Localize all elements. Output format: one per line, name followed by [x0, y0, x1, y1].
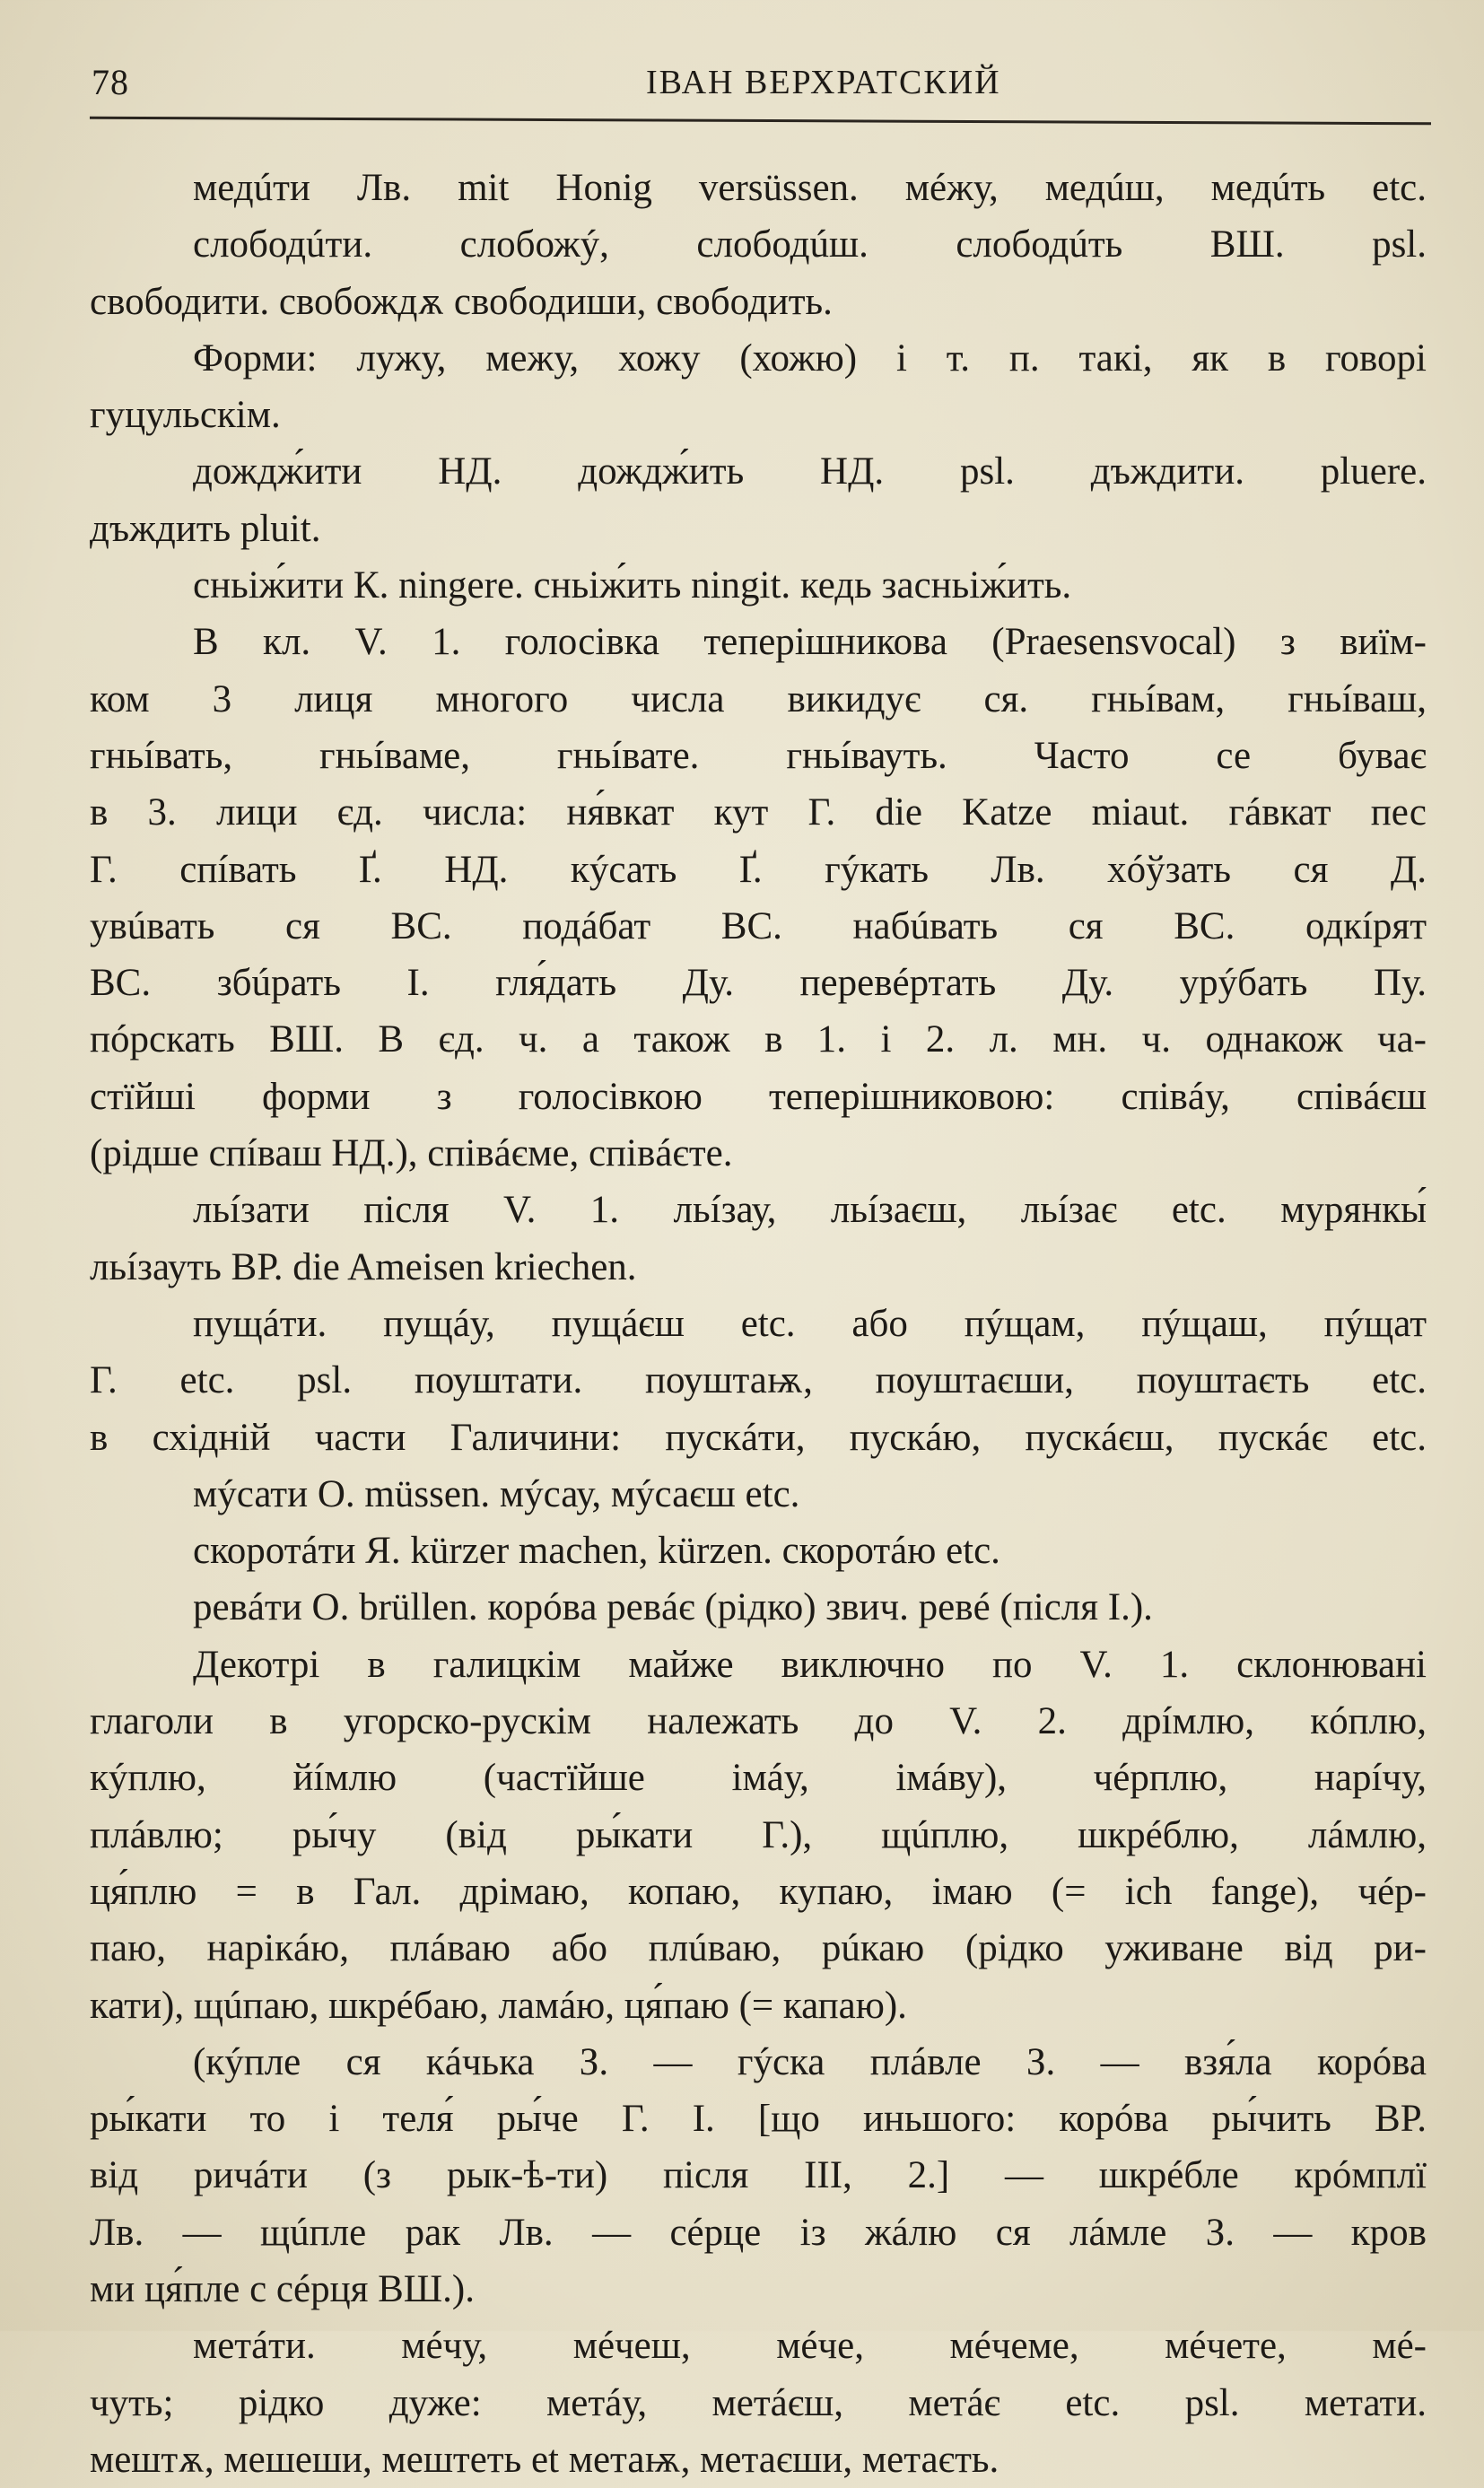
- text-line: чуть; рідко дуже: метáу, метáєш, метáє etc. psl. метати.: [90, 2381, 1427, 2424]
- header-rule: [90, 117, 1431, 126]
- text-line: ревáти О. brüllen. корóва ревáє (рідко) звич. ревé (після І.).: [193, 1586, 1153, 1629]
- text-line: слободúти. слобожý, слободúш. слободúть ВШ. psl.: [193, 223, 1427, 266]
- text-line: гуцульскім.: [90, 394, 281, 437]
- text-line: льíзати після V. 1. льíзау, льíзаєш, льíзає etc. мурянкы́: [193, 1189, 1427, 1232]
- text-line: Форми: лужу, межу, хожу (хожю) і т. п. такі, як в говорі: [193, 336, 1427, 380]
- text-line: кати), щúпаю, шкрéбаю, ламáю, ця́паю (= капаю).: [90, 1984, 907, 2027]
- text-line: дъждить pluit.: [90, 507, 321, 550]
- text-line: ця́плю = в Гал. дрімаю, копаю, купаю, імаю (= ich fange), чéр-: [90, 1870, 1427, 1913]
- text-line: ком 3 лиця многого числа викидує ся. гньíвам, гньíваш,: [90, 677, 1427, 720]
- text-line: ВС. збúрать І. гля́дать Ду. перевéртать Ду. урýбать Пу.: [90, 962, 1427, 1005]
- text-line: пóрскать ВШ. В єд. ч. а також в 1. і 2. л. мн. ч. однакож ча-: [90, 1018, 1427, 1061]
- text-line: (рідше спíваш НД.), співáєме, співáєте.: [90, 1132, 733, 1175]
- text-line: В кл. V. 1. голосівка теперішникова (Praesensvocal) з виїм-: [193, 621, 1427, 664]
- running-title: ІВАН ВЕРХРАТСКИЙ: [646, 64, 1001, 101]
- text-line: в 3. лици єд. числа: ня́вкат кут Г. die Katze miaut. гáвкат пес: [90, 791, 1427, 834]
- text-line: гньíвать, гньíваме, гньíвате. гньíвауть. Часто се буває: [90, 734, 1427, 777]
- text-line: Лв. — щúпле рак Лв. — сéрце із жáлю ся лáмле З. — кров: [90, 2211, 1427, 2254]
- text-line: глаголи в угорско-рускім належать до V. 2. дрíмлю, кóплю,: [90, 1700, 1427, 1743]
- text-line: стїйші форми з голосівкою теперішниковою: співáу, співáєш: [90, 1075, 1427, 1118]
- text-line: (кýпле ся кáчька З. — гýска плáвле З. — взя́ла корóва: [193, 2040, 1427, 2083]
- text-line: метáти. мéчу, мéчеш, мéче, мéчеме, мéчете, мé-: [193, 2325, 1427, 2368]
- text-line: пущáти. пущáу, пущáєш etc. або пýщам, пýщаш, пýщат: [193, 1302, 1427, 1345]
- text-line: Г. спíвать Ґ. НД. кýсать Ґ. гýкать Лв. хóўзать ся Д.: [90, 848, 1427, 891]
- text-line: від ричáти (з рык-ѣ-ти) після ІІІ, 2.] — шкрéбле крóмплї: [90, 2154, 1427, 2197]
- text-line: свободити. свобождѫ свободиши, свободить.: [90, 280, 833, 323]
- page-number: 78: [92, 62, 129, 102]
- text-line: дождж́ити НД. дождж́ить НД. psl. дъждити. pluere.: [193, 450, 1427, 493]
- page-header: [90, 61, 1436, 115]
- text-line: Г. etc. psl. поуштати. поуштаѭ, поуштаєши, поуштаєть etc.: [90, 1359, 1427, 1402]
- text-line: плáвлю; ры́чу (від ры́кати Г.), щúплю, шкрéблю, лáмлю,: [90, 1813, 1427, 1856]
- text-line: увúвать ся ВС. подáбат ВС. набúвать ся ВС. одкíрят: [90, 904, 1427, 947]
- text-line: ми ця́пле с сéрця ВШ.).: [90, 2267, 475, 2310]
- text-line: ры́кати то і теля́ ры́че Г. І. [що иньшого: корóва ры́чить ВР.: [90, 2098, 1427, 2141]
- text-line: скоротáти Я. kürzer machen, kürzen. скоротáю etc.: [193, 1530, 1000, 1573]
- text-line: паю, нарікáю, плáваю або плúваю, рúкаю (рідко уживане від ри-: [90, 1927, 1427, 1970]
- text-line: в східній части Галичини: пускáти, пускáю, пускáєш, пускáє etc.: [90, 1416, 1427, 1459]
- page-body: [90, 160, 1427, 2488]
- text-line: медúти Лв. mit Honig versüssen. мéжу, медúш, медúть etc.: [193, 167, 1427, 209]
- text-line: Декотрі в галицкім майже виключно по V. 1. склонювані: [193, 1643, 1427, 1686]
- text-line: льíзауть ВР. die Ameisen kriechen.: [90, 1245, 637, 1288]
- text-line: мештѫ, мешеши, мештеть et метаѭ, метаєши, метаєть.: [90, 2438, 1000, 2481]
- text-line: кýплю, йíмлю (частїйше імáу, імáву), чéрплю, нарíчу,: [90, 1757, 1427, 1800]
- text-line: мýсати О. müssen. мýсау, мýсаєш etc.: [193, 1472, 800, 1515]
- text-line: сньіж́ити К. ningere. сньіж́ить ningit. кедь засньіж́ить.: [193, 564, 1072, 607]
